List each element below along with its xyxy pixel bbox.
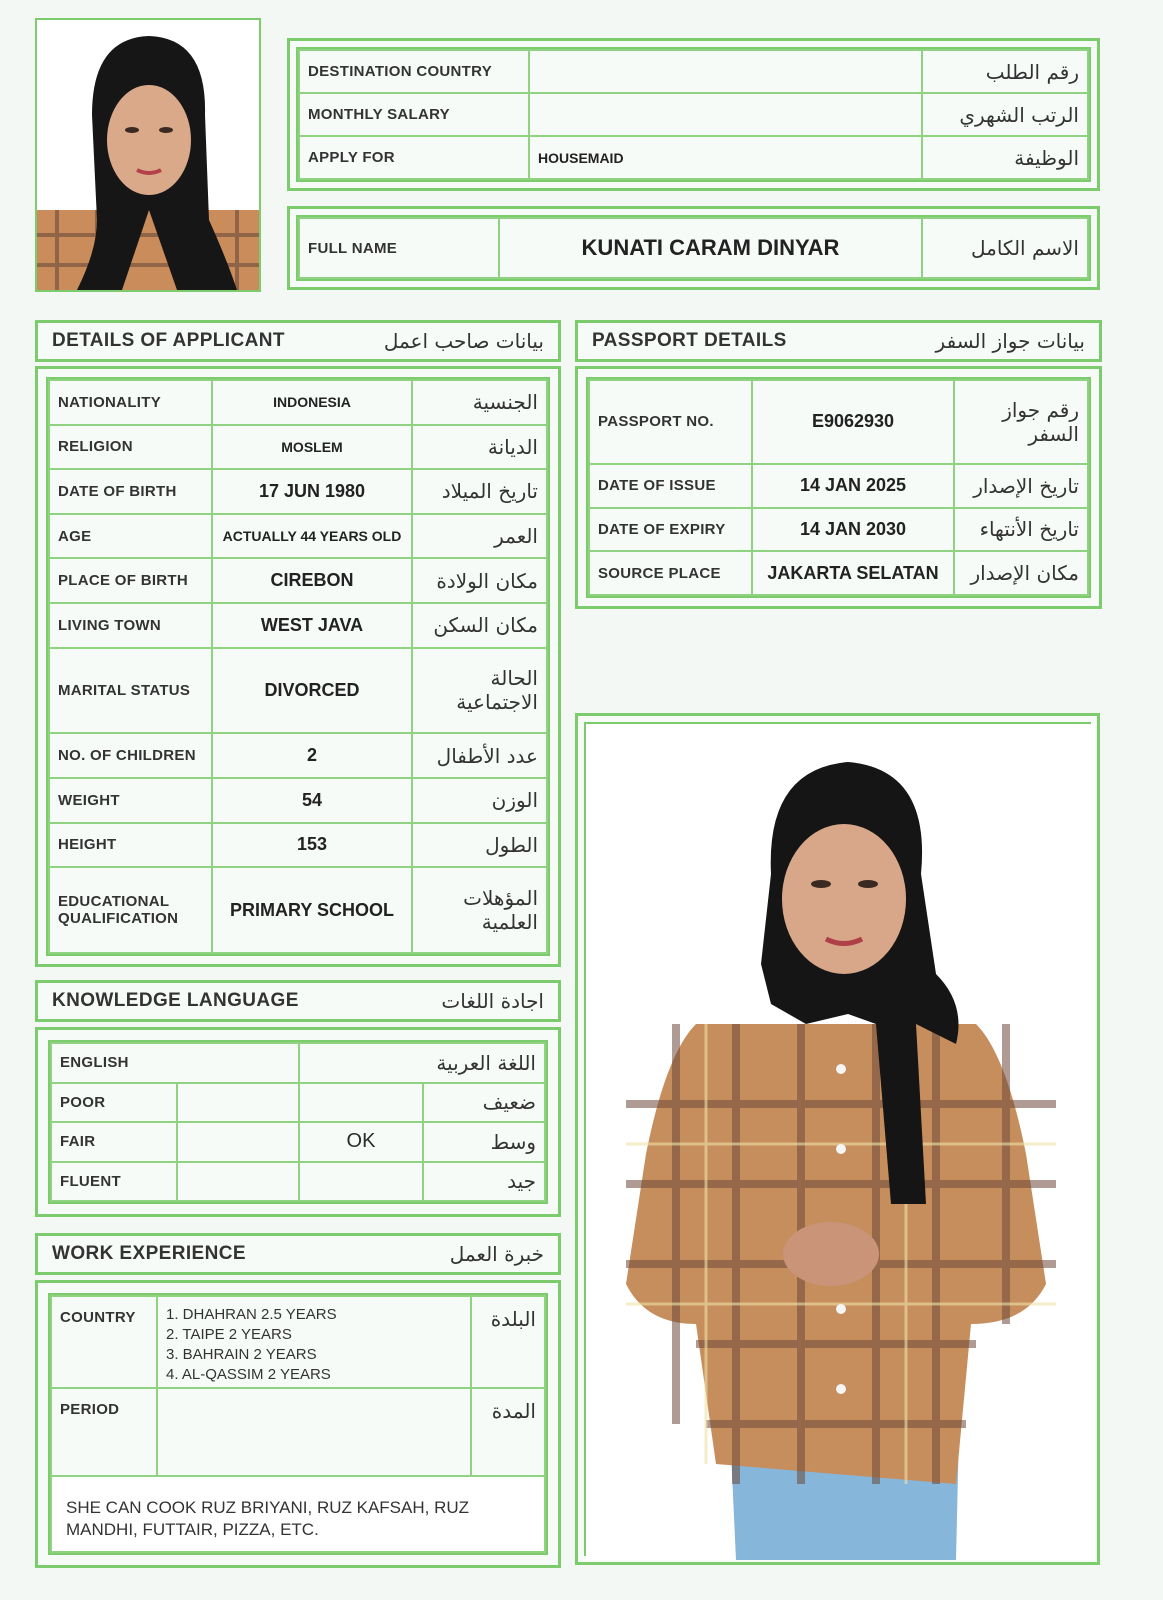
country-value xyxy=(157,1296,471,1388)
passport-field-label: SOURCE PLACE xyxy=(589,551,752,595)
language-section-title: KNOWLEDGE LANGUAGE xyxy=(52,990,299,1011)
passport-field-label: DATE OF ISSUE xyxy=(589,464,752,508)
full-name-table xyxy=(298,217,1089,279)
table-row xyxy=(49,603,547,648)
apply-for-value: HOUSEMAID xyxy=(529,136,922,179)
passport-field-arabic: تاريخ الأنتهاء xyxy=(954,508,1088,552)
applicant-field-arabic: المؤهلات العلمية xyxy=(412,867,547,953)
experience-list xyxy=(166,1305,462,1385)
list-item: 3. BAHRAIN 2 YEARS xyxy=(166,1346,317,1363)
table-row xyxy=(51,1083,545,1123)
period-arabic: المدة xyxy=(471,1388,545,1476)
work-section-header xyxy=(35,1233,561,1275)
table-row xyxy=(51,1388,545,1476)
passport-field-label: PASSPORT NO. xyxy=(589,380,752,464)
skills-note: SHE CAN COOK RUZ BRIYANI, RUZ KAFSAH, RUZ MANDHI, FUTTAIR, PIZZA, ETC. xyxy=(51,1476,545,1552)
destination-country-value xyxy=(529,50,922,93)
applicant-field-value: CIREBON xyxy=(212,558,412,603)
table-row xyxy=(51,1476,545,1552)
level-fair-label: FAIR xyxy=(51,1122,177,1162)
applicant-section-title-arabic: بيانات صاحب اعمل xyxy=(383,329,544,353)
level-fair-arabic: وسط xyxy=(423,1122,545,1162)
table-row xyxy=(49,733,547,778)
language-panel xyxy=(35,1027,561,1217)
applicant-field-value: 54 xyxy=(212,778,412,823)
passport-field-value: 14 JAN 2030 xyxy=(752,508,954,552)
work-panel xyxy=(35,1280,561,1568)
table-row xyxy=(49,514,547,559)
applicant-field-label: NATIONALITY xyxy=(49,380,212,425)
applicant-field-arabic: مكان الولادة xyxy=(412,558,547,603)
table-row xyxy=(49,469,547,514)
full-name-value: KUNATI CARAM DINYAR xyxy=(499,218,922,278)
applicant-field-arabic: الديانة xyxy=(412,425,547,470)
table-row xyxy=(51,1162,545,1202)
table-row xyxy=(589,551,1088,595)
table-row xyxy=(49,648,547,734)
monthly-salary-value xyxy=(529,93,922,136)
destination-country-label: DESTINATION COUNTRY xyxy=(299,50,529,93)
applicant-field-value: MOSLEM xyxy=(212,425,412,470)
language-section-title-arabic: اجادة اللغات xyxy=(441,989,544,1013)
level-poor-arabic-mark xyxy=(299,1083,423,1123)
applicant-field-arabic: الحالة الاجتماعية xyxy=(412,648,547,734)
table-row xyxy=(299,93,1088,136)
applicant-field-arabic: تاريخ الميلاد xyxy=(412,469,547,514)
monthly-salary-arabic: الرتب الشهري xyxy=(922,93,1088,136)
applicant-field-value: ACTUALLY 44 YEARS OLD xyxy=(212,514,412,559)
full-body-photo xyxy=(586,724,1095,1560)
applicant-field-value: 2 xyxy=(212,733,412,778)
level-poor-english xyxy=(177,1083,299,1123)
full-name-panel xyxy=(287,206,1100,290)
list-item: 4. AL-QASSIM 2 YEARS xyxy=(166,1366,331,1383)
applicant-field-value: 153 xyxy=(212,823,412,868)
applicant-field-label: MARITAL STATUS xyxy=(49,648,212,734)
table-row xyxy=(299,136,1088,179)
level-fluent-arabic-mark xyxy=(299,1162,423,1202)
passport-field-value: E9062930 xyxy=(752,380,954,464)
portrait-photo-frame xyxy=(35,18,261,292)
table-row xyxy=(49,867,547,953)
level-fair-arabic-mark: OK xyxy=(299,1122,423,1162)
table-row xyxy=(51,1043,545,1083)
passport-details-table xyxy=(588,379,1089,596)
list-item: 1. DHAHRAN 2.5 YEARS xyxy=(166,1306,337,1323)
applicant-details-table xyxy=(48,379,548,954)
applicant-field-value: INDONESIA xyxy=(212,380,412,425)
full-name-arabic: الاسم الكامل xyxy=(922,218,1088,278)
applicant-field-arabic: عدد الأطفال xyxy=(412,733,547,778)
table-row xyxy=(49,425,547,470)
applicant-section-header xyxy=(35,320,561,362)
job-info-table xyxy=(298,49,1089,180)
table-row xyxy=(299,50,1088,93)
table-row xyxy=(49,558,547,603)
job-info-panel xyxy=(287,38,1100,191)
passport-section-title: PASSPORT DETAILS xyxy=(592,330,787,351)
applicant-section-title: DETAILS OF APPLICANT xyxy=(52,330,285,351)
apply-for-label: APPLY FOR xyxy=(299,136,529,179)
table-row xyxy=(51,1296,545,1388)
table-row xyxy=(49,380,547,425)
level-fair-english xyxy=(177,1122,299,1162)
applicant-field-arabic: العمر xyxy=(412,514,547,559)
arabic-language-label: اللغة العربية xyxy=(299,1043,545,1083)
applicant-field-arabic: مكان السكن xyxy=(412,603,547,648)
applicant-field-label: WEIGHT xyxy=(49,778,212,823)
period-label: PERIOD xyxy=(51,1388,157,1476)
monthly-salary-label: MONTHLY SALARY xyxy=(299,93,529,136)
destination-country-arabic: رقم الطلب xyxy=(922,50,1088,93)
passport-section-header xyxy=(575,320,1102,362)
applicant-field-value: DIVORCED xyxy=(212,648,412,734)
table-row xyxy=(589,508,1088,552)
table-row xyxy=(49,778,547,823)
applicant-field-label: RELIGION xyxy=(49,425,212,470)
level-fluent-english xyxy=(177,1162,299,1202)
applicant-field-value: PRIMARY SCHOOL xyxy=(212,867,412,953)
table-row xyxy=(51,1122,545,1162)
list-item: 2. TAIPE 2 YEARS xyxy=(166,1326,292,1343)
passport-field-arabic: رقم جواز السفر xyxy=(954,380,1088,464)
applicant-details-panel xyxy=(35,366,561,967)
country-label: COUNTRY xyxy=(51,1296,157,1388)
applicant-field-label: NO. OF CHILDREN xyxy=(49,733,212,778)
passport-field-arabic: مكان الإصدار xyxy=(954,551,1088,595)
applicant-field-label: DATE OF BIRTH xyxy=(49,469,212,514)
country-arabic: البلدة xyxy=(471,1296,545,1388)
apply-for-arabic: الوظيفة xyxy=(922,136,1088,179)
level-poor-arabic: ضعيف xyxy=(423,1083,545,1123)
applicant-field-arabic: الوزن xyxy=(412,778,547,823)
passport-field-value: 14 JAN 2025 xyxy=(752,464,954,508)
level-poor-label: POOR xyxy=(51,1083,177,1123)
passport-field-label: DATE OF EXPIRY xyxy=(589,508,752,552)
full-body-photo-frame xyxy=(575,713,1100,1565)
applicant-field-value: WEST JAVA xyxy=(212,603,412,648)
applicant-field-arabic: الجنسية xyxy=(412,380,547,425)
table-row xyxy=(589,380,1088,464)
table-row xyxy=(589,464,1088,508)
language-section-header xyxy=(35,980,561,1022)
table-row xyxy=(49,823,547,868)
english-label: ENGLISH xyxy=(51,1043,299,1083)
work-section-title: WORK EXPERIENCE xyxy=(52,1243,246,1264)
applicant-field-label: HEIGHT xyxy=(49,823,212,868)
applicant-field-label: AGE xyxy=(49,514,212,559)
applicant-field-label: PLACE OF BIRTH xyxy=(49,558,212,603)
applicant-field-label: LIVING TOWN xyxy=(49,603,212,648)
level-fluent-label: FLUENT xyxy=(51,1162,177,1202)
passport-field-arabic: تاريخ الإصدار xyxy=(954,464,1088,508)
language-table xyxy=(50,1042,546,1202)
table-row xyxy=(299,218,1088,278)
applicant-field-arabic: الطول xyxy=(412,823,547,868)
passport-field-value: JAKARTA SELATAN xyxy=(752,551,954,595)
passport-section-title-arabic: بيانات جواز السفر xyxy=(935,329,1085,353)
full-name-label: FULL NAME xyxy=(299,218,499,278)
applicant-field-value: 17 JUN 1980 xyxy=(212,469,412,514)
portrait-photo xyxy=(37,20,259,290)
passport-details-panel xyxy=(575,366,1102,609)
work-section-title-arabic: خبرة العمل xyxy=(449,1242,544,1266)
period-value xyxy=(157,1388,471,1476)
level-fluent-arabic: جيد xyxy=(423,1162,545,1202)
applicant-field-label: EDUCATIONAL QUALIFICATION xyxy=(49,867,212,953)
work-table xyxy=(50,1295,546,1553)
